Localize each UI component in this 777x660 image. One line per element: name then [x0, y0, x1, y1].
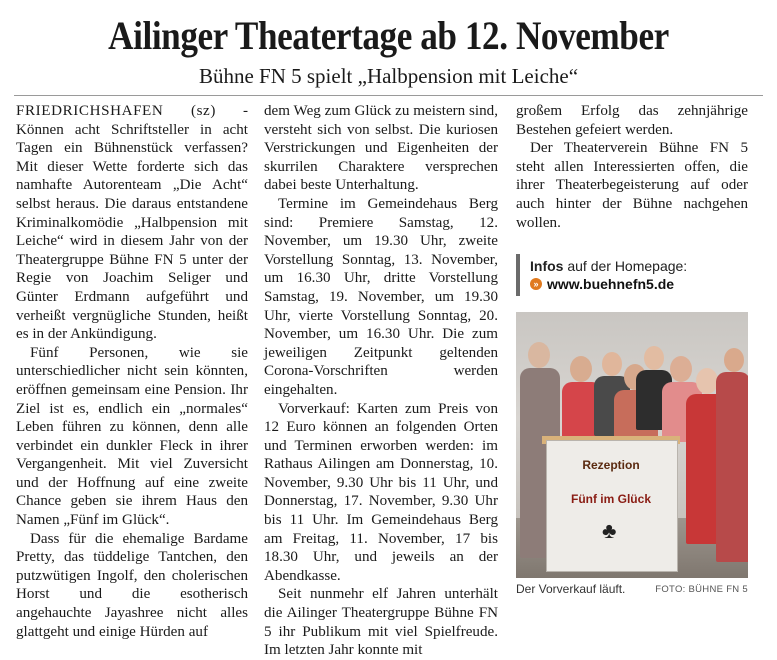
group-photo — [516, 312, 748, 578]
column-2 — [264, 102, 498, 660]
divider — [14, 95, 763, 96]
person-head — [602, 352, 622, 376]
person-head — [528, 342, 550, 368]
person-body — [716, 372, 748, 562]
headline: Ailinger Theatertage ab 12. November — [108, 13, 669, 58]
paragraph — [16, 102, 248, 344]
subheadline: Bühne FN 5 spielt „Halbpension mit Leiche“ — [198, 64, 579, 88]
paragraph: Seit nunmehr elf Jahren unterhält die Ailinger Theatergruppe Bühne FN 5 ihr Publikum mit viel Spielfreude. Im letzten Jahr konnte mit — [264, 586, 498, 659]
info-box — [516, 248, 748, 300]
photo-credit: FOTO: BÜHNE FN 5 — [655, 584, 748, 595]
person-head — [570, 356, 592, 382]
paragraph: Vorverkauf: Karten zum Preis von 12 Euro können an folgenden Orten und Terminen erworben werden: im Rathaus Ailingen am Donnerstag, 10. November, 9.30 Uhr bis 11 Uhr, und Donnerstag, 17. November, 9.30 Uhr bis 11 Uhr. Im Gemeindehaus Berg am Freitag, 11. November, 17 bis 18.30 Uhr, und jeweils an der Abendkasse. — [264, 400, 498, 584]
person-head — [724, 348, 744, 372]
paragraph-text: - Können acht Schriftsteller in acht Tagen ein Bühnenstück verfassen? Mit dieser Wette forderte sich das namhafte Autorenteam „Die Acht“ selbst heraus. Die daraus entstandene Kriminalkomödie „Halbpension mit Leiche“ wird in diesem Jahr von der Theatergruppe Bühne FN 5 unter der Regie von Joachim Seliger und Günter Erdmann aufgeführt und verheißt vergnügliche Stunden, heißt es in der Ankündigung. — [16, 103, 248, 343]
photo-caption: Der Vorverkauf läuft. — [516, 582, 626, 596]
paragraph: Der Theaterverein Bühne FN 5 steht allen Interessierten offen, die ihrer Theaterbegeisterung auf oder auch hinter der Bühne nachgehen wollen. — [516, 140, 748, 231]
column-3 — [516, 102, 748, 232]
info-link-row[interactable] — [530, 276, 674, 292]
info-label-bold: Infos — [530, 258, 564, 274]
person-head — [644, 346, 664, 370]
desk-sign-bottom: Fünf im Glück — [570, 492, 651, 506]
desk-sign-top: Rezeption — [582, 458, 640, 472]
paragraph: großem Erfolg das zehnjährige Bestehen gefeiert werden. — [516, 103, 748, 138]
person-head — [670, 356, 692, 382]
paragraph: Fünf Personen, wie sie unterschiedlicher nicht sein könnten, eröffnen gemeinsam eine Pension. Ihr Ziel ist es, endlich ein „normales“ Leben führen zu können, denn alle verbindet ein dunkler Fleck in ihrer Vergangenheit. Mit viel Zuversicht und der Hoffnung auf eine zweite Chance geben sie ihrem Haus den Namen „Fünf im Glück“. — [16, 344, 248, 529]
arrow-right-icon: » — [530, 278, 542, 290]
dateline: FRIEDRICHSHAFEN (sz) — [16, 103, 216, 119]
clover-icon: ♣ — [602, 518, 617, 543]
paragraph: Termine im Gemeindehaus Berg sind: Premiere Samstag, 12. November, um 19.30 Uhr, zweite Vorstellung Sonntag, 13. November, um 16.30 Uhr, dritte Vorstellung Samstag, 19. November, um 19.30 Uhr, vierte Vorstellung Sonntag, 20. November, um 16.30 Uhr. Die zum jeweiligen Zeitpunkt geltenden Corona-Vorschriften werden eingehalten. — [264, 195, 498, 398]
column-1 — [16, 102, 248, 641]
homepage-link[interactable]: www.buehnefn5.de — [547, 276, 675, 292]
info-bar — [516, 254, 520, 296]
info-label-rest: auf der Homepage: — [563, 258, 688, 274]
person-head — [696, 368, 718, 394]
info-label — [530, 258, 687, 274]
paragraph: dem Weg zum Glück zu meistern sind, versteht sich von selbst. Die kuriosen Verstrickungen und Eigenheiten der skurrilen Charaktere versprechen dabei beste Unterhaltung. — [264, 103, 498, 194]
paragraph: Dass für die ehemalige Bardame Pretty, das tüddelige Tantchen, den putzwütigen Ingolf, den cholerischen Horst und die esotherisch angehauchte Jayashree nicht alles glattgeht und einige Hürden auf — [16, 530, 248, 640]
